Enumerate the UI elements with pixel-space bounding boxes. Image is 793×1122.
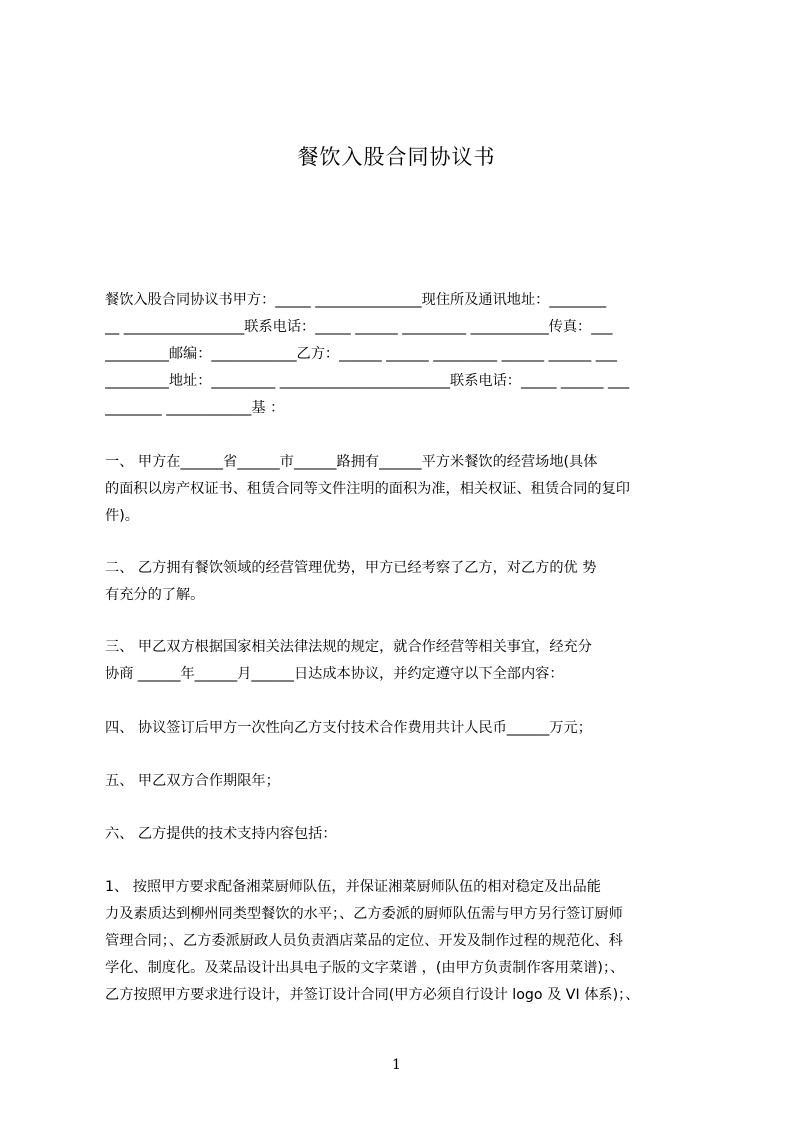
clause-6: 六、 乙方提供的技术支持内容包括： [105, 826, 337, 842]
item-1-line-4: 学化、制度化。及菜品设计出具电子版的文字菜谱 ，(由甲方负责制作客用菜谱)；、 [105, 960, 625, 976]
clause-1-line-3: 件)。 [105, 508, 139, 524]
item-1-line-3: 管理合同；、乙方委派厨政人员负责酒店菜品的定位、开发及制作过程的规范化、科 [105, 933, 623, 949]
page-number: 1 [392, 1057, 401, 1073]
header-line-2: __ _________________联系电话：_____ ______ _________ ___________传真：___ [105, 319, 613, 335]
document-title: 餐饮入股合同协议书 [297, 145, 496, 169]
header-line-5: ________ ____________基 ： [105, 400, 285, 416]
clause-1-line-2: 的面积以房产权证书、租赁合同等文件注明的面积为准，相关权证、租赁合同的复印 [105, 481, 630, 497]
header-line-1: 餐饮入股合同协议书甲方：_____ _______________现住所及通讯地址：________ [105, 292, 607, 308]
header-line-3: _________邮编：____________乙方：______ ______ _________ ______ ______ ___ [105, 346, 618, 362]
header-line-4: _________地址：_________ ________________________联系电话：_____ ______ ___ [105, 373, 630, 389]
clause-2-line-2: 有充分的了解。 [105, 587, 205, 603]
item-1-line-2: 力及素质达到柳州同类型餐饮的水平；、乙方委派的厨师队伍需与甲方另行签订厨师 [105, 906, 623, 922]
clause-3-line-2: 协商 ______年______月______日达成本协议，并约定遵守以下全部内容： [105, 666, 564, 682]
clause-1-line-1: 一、 甲方在______省______市______路拥有______平方米餐饮的经营场地(具体 [105, 454, 598, 470]
clause-3-line-1: 三、 甲乙双方根据国家相关法律法规的规定，就合作经营等相关事宜，经充分 [105, 639, 592, 655]
item-1-line-5: 乙方按照甲方要求进行设计，并签订设计合同(甲方必须自行设计 logo 及 VI 体系)；、 [105, 987, 640, 1003]
clause-5: 五、 甲乙双方合作期限年； [105, 773, 280, 789]
clause-4: 四、 协议签订后甲方一次性向乙方支付技术合作费用共计人民币______万元； [105, 720, 592, 736]
item-1-line-1: 1、 按照甲方要求配备湘菜厨师队伍，并保证湘菜厨师队伍的相对稳定及出品能 [105, 879, 601, 895]
clause-2-line-1: 二、 乙方拥有餐饮领域的经营管理优势，甲方已经考察了乙方，对乙方的优 势 [105, 560, 597, 576]
